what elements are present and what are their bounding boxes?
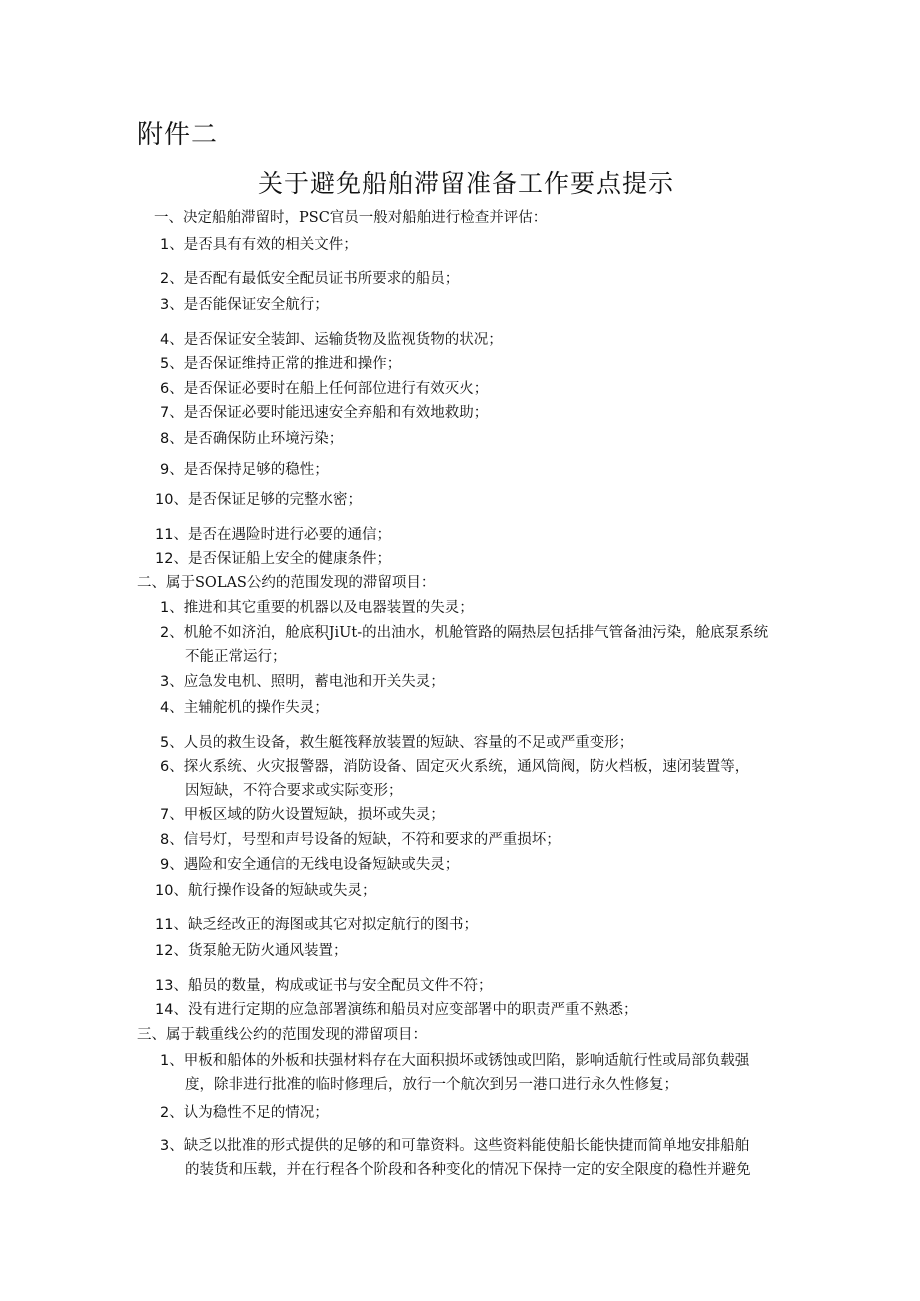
list-item-continuation: 因短缺，不符合要求或实际变形； <box>185 783 403 799</box>
list-item: 1、甲板和船体的外板和扶强材料存在大面积损坏或锈蚀或凹陷，影响适航行性或局部负载强 <box>160 1053 750 1069</box>
list-item: 5、是否保证维持正常的推进和操作； <box>160 356 402 372</box>
list-item: 10、航行操作设备的短缺或失灵； <box>155 883 377 899</box>
list-item: 8、信号灯，号型和声号设备的短缺，不符和要求的严重损坏； <box>160 832 561 848</box>
section-heading: 一、决定船舶滞留时，PSC官员一般对船舶进行检查并评估： <box>154 210 548 226</box>
list-item: 3、应急发电机、照明，蓄电池和开关失灵； <box>160 674 445 690</box>
list-item-continuation: 不能正常运行； <box>185 649 287 665</box>
list-item: 12、是否保证船上安全的健康条件； <box>155 551 391 567</box>
document-title: 关于避免船舶滞留准备工作要点提示 <box>257 169 674 198</box>
list-item: 8、是否确保防止环境污染； <box>160 431 344 447</box>
list-item: 2、认为稳性不足的情况； <box>160 1105 329 1121</box>
attachment-label: 附件二 <box>137 120 219 150</box>
list-item: 14、没有进行定期的应急部署演练和船员对应变部署中的职责严重不熟悉； <box>155 1002 638 1018</box>
list-item: 6、探火系统、火灾报警器，消防设备、固定灭火系统，通风筒阀，防火档板，速闭装置等， <box>160 759 750 775</box>
list-item: 3、是否能保证安全航行； <box>160 297 329 313</box>
list-item: 1、推进和其它重要的机器以及电器装置的失灵； <box>160 600 474 616</box>
list-item: 2、是否配有最低安全配员证书所要求的船员； <box>160 271 460 287</box>
list-item: 3、缺乏以批准的形式提供的足够的和可靠资料。这些资料能使船长能快捷而简单地安排船舶 <box>160 1138 750 1154</box>
list-item: 10、是否保证足够的完整水密； <box>155 492 362 508</box>
list-item: 11、缺乏经改正的海图或其它对拟定航行的图书； <box>155 917 478 933</box>
list-item: 2、机舱不如济泊，舱底积JiUt-的出油水，机舱管路的隔热层包括排气管备油污染，舱底泵系统 <box>160 625 769 641</box>
list-item: 9、是否保持足够的稳性； <box>160 462 329 478</box>
list-item: 13、船员的数量，构成或证书与安全配员文件不符； <box>155 978 493 994</box>
list-item-continuation: 的装货和压载，并在行程各个阶段和各种变化的情况下保持一定的安全限度的稳性并避免 <box>185 1162 751 1178</box>
section-heading: 三、属于载重线公约的范围发现的滞留项目： <box>137 1027 427 1043</box>
list-item-continuation: 度，除非进行批准的临时修理后，放行一个航次到另一港口进行永久性修复； <box>185 1077 678 1093</box>
list-item: 5、人员的救生设备，救生艇筏释放装置的短缺、容量的不足或严重变形； <box>160 735 634 751</box>
list-item: 9、遇险和安全通信的无线电设备短缺或失灵； <box>160 857 460 873</box>
list-item: 12、货泵舱无防火通风装置； <box>155 943 348 959</box>
list-item: 4、是否保证安全装卸、运输货物及监视货物的状况； <box>160 332 503 348</box>
section-heading: 二、属于SOLAS公约的范围发现的滞留项目： <box>137 575 436 591</box>
list-item: 1、是否具有有效的相关文件； <box>160 237 358 253</box>
list-item: 11、是否在遇险时进行必要的通信； <box>155 527 391 543</box>
list-item: 6、是否保证必要时在船上任何部位进行有效灭火； <box>160 381 489 397</box>
list-item: 7、甲板区域的防火设置短缺，损坏或失灵； <box>160 807 445 823</box>
list-item: 7、是否保证必要时能迅速安全弃船和有效地救助； <box>160 405 489 421</box>
list-item: 4、主辅舵机的操作失灵； <box>160 700 329 716</box>
